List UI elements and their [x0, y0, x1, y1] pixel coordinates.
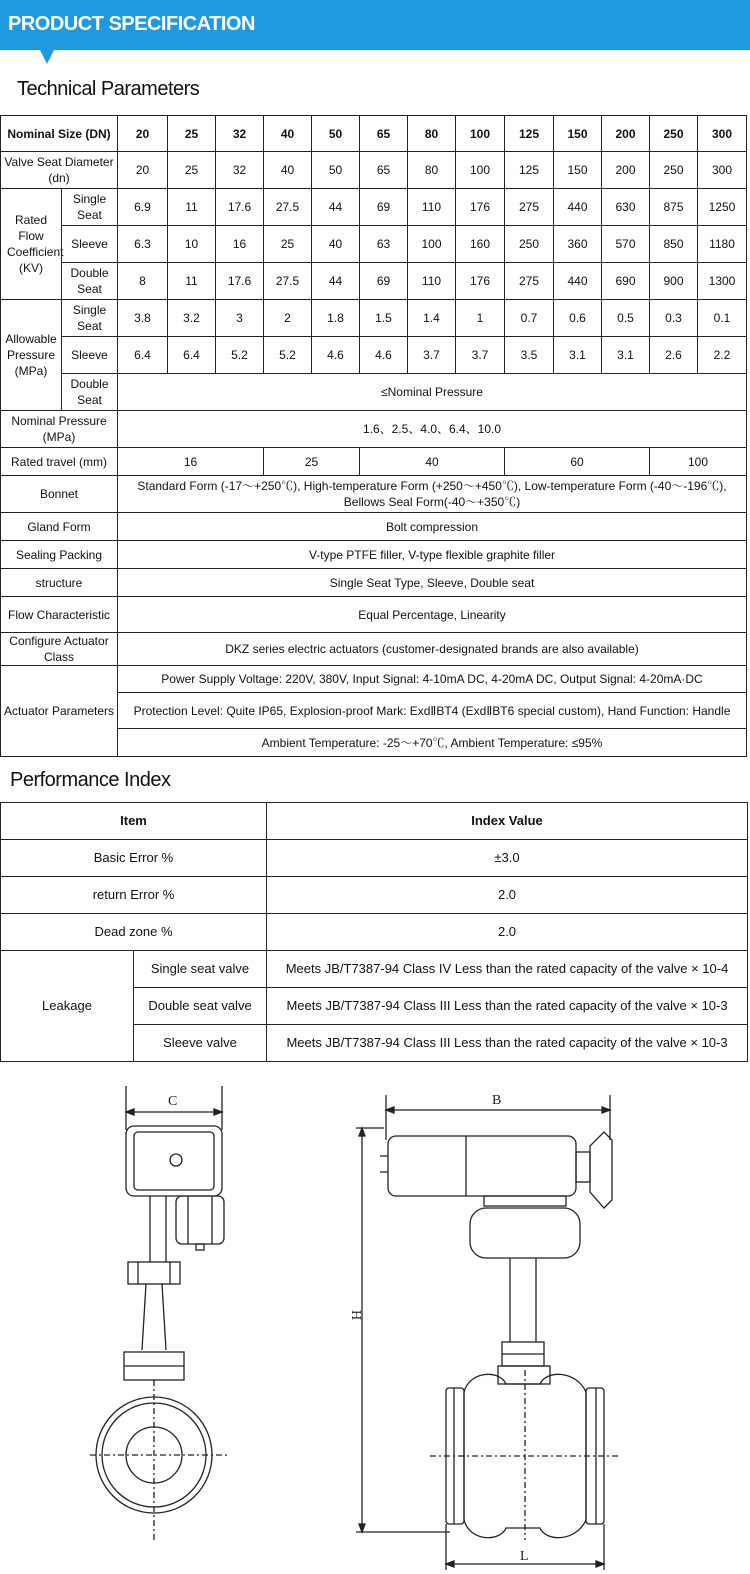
perf-item: Basic Error %	[1, 840, 267, 877]
actuator-params-label: Actuator Parameters	[1, 666, 118, 757]
size-cell: 20	[118, 116, 168, 152]
dimension-b-label: B	[492, 1093, 502, 1108]
size-cell: 32	[216, 116, 264, 152]
bonnet-label: Bonnet	[1, 476, 118, 513]
flow-cell: 10	[168, 226, 216, 263]
dimension-l-label: L	[520, 1549, 529, 1564]
allow-cell: 2	[264, 300, 312, 337]
structure-value: Single Seat Type, Sleeve, Double seat	[118, 569, 747, 597]
flow-cell: 44	[312, 189, 360, 226]
flow-cell: 16	[216, 226, 264, 263]
flow-single-row	[1, 189, 747, 226]
perf-header-row	[1, 803, 748, 840]
bonnet-value: Standard Form (-17～+250℃), High-temperature Form (+250～+450℃), Low-temperature Form (-40～-196℃), Bellows Seal Form(-40～+350℃)	[118, 476, 747, 513]
flow-cell: 176	[456, 263, 505, 300]
flow-type-label: Double Seat	[62, 263, 118, 300]
flow-cell: 69	[360, 189, 408, 226]
size-cell: 80	[408, 116, 456, 152]
size-cell: 40	[264, 116, 312, 152]
seat-diameter-cell: 200	[602, 152, 650, 189]
allow-cell: 0.5	[602, 300, 650, 337]
allow-cell: 1.5	[360, 300, 408, 337]
allow-cell: 3	[216, 300, 264, 337]
valve-dimension-drawings	[0, 1080, 750, 1574]
flow-characteristic-label: Flow Characteristic	[1, 597, 118, 633]
nominal-size-label: Nominal Size (DN)	[1, 116, 118, 152]
dimension-h-label: H	[348, 1310, 363, 1321]
nominal-pressure-label: Nominal Pressure (MPa)	[1, 411, 118, 448]
allow-cell: 4.6	[312, 337, 360, 374]
flow-type-label: Sleeve	[62, 226, 118, 263]
allow-type-label: Sleeve	[62, 337, 118, 374]
seat-diameter-cell: 300	[698, 152, 747, 189]
rated-travel-cell: 16	[118, 448, 264, 476]
perf-value: ±3.0	[267, 840, 748, 877]
bonnet-row	[1, 476, 747, 513]
allow-cell: 2.6	[650, 337, 698, 374]
allow-double-value: ≤Nominal Pressure	[118, 374, 747, 411]
allowable-pressure-label: Allowable Pressure (MPa)	[1, 300, 62, 411]
seat-diameter-cell: 150	[554, 152, 602, 189]
flow-cell: 27.5	[264, 189, 312, 226]
flow-cell: 27.5	[264, 263, 312, 300]
flow-cell: 630	[602, 189, 650, 226]
allow-cell: 3.1	[554, 337, 602, 374]
flow-cell: 110	[408, 189, 456, 226]
size-cell: 125	[505, 116, 554, 152]
nominal-pressure-row	[1, 411, 747, 448]
side-view-drawing	[90, 1086, 230, 1540]
flow-cell: 17.6	[216, 263, 264, 300]
size-cell: 65	[360, 116, 408, 152]
allow-cell: 3.2	[168, 300, 216, 337]
sealing-label: Sealing Packing	[1, 541, 118, 569]
flow-cell: 160	[456, 226, 505, 263]
banner-title: PRODUCT SPECIFICATION	[8, 13, 255, 35]
allow-cell: 4.6	[360, 337, 408, 374]
header-index-value: Index Value	[267, 803, 748, 840]
size-cell: 50	[312, 116, 360, 152]
flow-cell: 17.6	[216, 189, 264, 226]
flow-cell: 8	[118, 263, 168, 300]
rated-travel-label: Rated travel (mm)	[1, 448, 118, 476]
structure-label: structure	[1, 569, 118, 597]
gland-label: Gland Form	[1, 513, 118, 541]
allow-cell: 6.4	[168, 337, 216, 374]
flow-cell: 440	[554, 189, 602, 226]
gland-value: Bolt compression	[118, 513, 747, 541]
rated-flow-label: Rated Flow Coefficient (KV)	[1, 189, 62, 300]
leakage-label: Leakage	[1, 951, 134, 1062]
spec-banner	[0, 0, 750, 50]
flow-cell: 100	[408, 226, 456, 263]
size-cell: 25	[168, 116, 216, 152]
perf-value: 2.0	[267, 914, 748, 951]
allow-cell: 6.4	[118, 337, 168, 374]
flow-cell: 900	[650, 263, 698, 300]
leakage-value: Meets JB/T7387-94 Class III Less than the rated capacity of the valve × 10-3	[267, 1025, 748, 1062]
flow-cell: 690	[602, 263, 650, 300]
leakage-type: Double seat valve	[134, 988, 267, 1025]
allow-type-label: Double Seat	[62, 374, 118, 411]
allow-cell: 1	[456, 300, 505, 337]
allow-sleeve-row	[1, 337, 747, 374]
actuator-class-row	[1, 633, 747, 666]
flow-cell: 570	[602, 226, 650, 263]
flow-characteristic-row	[1, 597, 747, 633]
technical-parameters-title: Technical Parameters	[17, 78, 200, 100]
seat-diameter-cell: 100	[456, 152, 505, 189]
seat-diameter-cell: 25	[168, 152, 216, 189]
size-cell: 100	[456, 116, 505, 152]
flow-cell: 25	[264, 226, 312, 263]
nominal-size-row	[1, 116, 747, 152]
perf-item: Dead zone %	[1, 914, 267, 951]
allow-double-row	[1, 374, 747, 411]
seat-diameter-cell: 32	[216, 152, 264, 189]
performance-index-title: Performance Index	[10, 769, 171, 791]
actuator-class-label: Configure Actuator Class	[1, 633, 118, 666]
nominal-pressure-value: 1.6、2.5、4.0、6.4、10.0	[118, 411, 747, 448]
allow-cell: 1.8	[312, 300, 360, 337]
actuator-param-line: Ambient Temperature: -25～+70℃, Ambient Temperature: ≤95%	[118, 729, 747, 757]
flow-cell: 40	[312, 226, 360, 263]
actuator-param-line: Power Supply Voltage: 220V, 380V, Input Signal: 4-10mA DC, 4-20mA DC, Output Signal: 4-20mA·DC	[118, 666, 747, 693]
flow-cell: 69	[360, 263, 408, 300]
banner-pointer	[40, 50, 54, 64]
flow-cell: 44	[312, 263, 360, 300]
flow-cell: 875	[650, 189, 698, 226]
flow-cell: 850	[650, 226, 698, 263]
flow-cell: 6.3	[118, 226, 168, 263]
seat-diameter-cell: 125	[505, 152, 554, 189]
perf-value: 2.0	[267, 877, 748, 914]
flow-type-label: Single Seat	[62, 189, 118, 226]
leakage-type: Sleeve valve	[134, 1025, 267, 1062]
seat-diameter-cell: 250	[650, 152, 698, 189]
structure-row	[1, 569, 747, 597]
perf-row	[1, 840, 748, 877]
flow-cell: 110	[408, 263, 456, 300]
flow-cell: 1180	[698, 226, 747, 263]
perf-row	[1, 914, 748, 951]
allow-cell: 3.5	[505, 337, 554, 374]
actuator-param-line: Protection Level: Quite IP65, Explosion-proof Mark: ExdⅡBT4 (ExdⅡBT6 special custom), Hand Function: Handle	[118, 693, 747, 729]
flow-cell: 250	[505, 226, 554, 263]
perf-item: return Error %	[1, 877, 267, 914]
seat-diameter-cell: 80	[408, 152, 456, 189]
allow-cell: 5.2	[264, 337, 312, 374]
seat-diameter-row	[1, 152, 747, 189]
rated-travel-cell: 25	[264, 448, 360, 476]
flow-sleeve-row	[1, 226, 747, 263]
flow-cell: 275	[505, 263, 554, 300]
allow-single-row	[1, 300, 747, 337]
flow-characteristic-value: Equal Percentage, Linearity	[118, 597, 747, 633]
size-cell: 200	[602, 116, 650, 152]
actuator-class-value: DKZ series electric actuators (customer-designated brands are also available)	[118, 633, 747, 666]
flow-cell: 63	[360, 226, 408, 263]
allow-cell: 1.4	[408, 300, 456, 337]
flow-cell: 275	[505, 189, 554, 226]
allow-cell: 3.1	[602, 337, 650, 374]
seat-diameter-cell: 65	[360, 152, 408, 189]
seat-diameter-cell: 40	[264, 152, 312, 189]
seat-diameter-cell: 20	[118, 152, 168, 189]
allow-cell: 3.7	[408, 337, 456, 374]
flow-cell: 1250	[698, 189, 747, 226]
sealing-value: V-type PTFE filler, V-type flexible graphite filler	[118, 541, 747, 569]
leakage-value: Meets JB/T7387-94 Class III Less than the rated capacity of the valve × 10-3	[267, 988, 748, 1025]
flow-cell: 176	[456, 189, 505, 226]
size-cell: 300	[698, 116, 747, 152]
gland-row	[1, 513, 747, 541]
leakage-value: Meets JB/T7387-94 Class IV Less than the rated capacity of the valve × 10-4	[267, 951, 748, 988]
flow-cell: 360	[554, 226, 602, 263]
size-cell: 250	[650, 116, 698, 152]
dimension-c-label: C	[168, 1094, 178, 1109]
header-item: Item	[1, 803, 267, 840]
flow-cell: 440	[554, 263, 602, 300]
allow-cell: 3.8	[118, 300, 168, 337]
flow-cell: 11	[168, 189, 216, 226]
flow-double-row	[1, 263, 747, 300]
leakage-row	[1, 951, 748, 988]
technical-parameters-table	[0, 115, 747, 757]
allow-cell: 0.1	[698, 300, 747, 337]
leakage-type: Single seat valve	[134, 951, 267, 988]
rated-travel-cell: 100	[650, 448, 747, 476]
allow-cell: 3.7	[456, 337, 505, 374]
actuator-params-row-1	[1, 666, 747, 693]
allow-type-label: Single Seat	[62, 300, 118, 337]
flow-cell: 11	[168, 263, 216, 300]
allow-cell: 0.7	[505, 300, 554, 337]
front-view-drawing	[356, 1095, 620, 1570]
size-cell: 150	[554, 116, 602, 152]
perf-row	[1, 877, 748, 914]
flow-cell: 6.9	[118, 189, 168, 226]
allow-cell: 0.6	[554, 300, 602, 337]
rated-travel-cell: 60	[505, 448, 650, 476]
allow-cell: 2.2	[698, 337, 747, 374]
seat-diameter-label: Valve Seat Diameter (dn)	[1, 152, 118, 189]
allow-cell: 0.3	[650, 300, 698, 337]
allow-cell: 5.2	[216, 337, 264, 374]
rated-travel-row	[1, 448, 747, 476]
sealing-row	[1, 541, 747, 569]
performance-index-table	[0, 802, 748, 1062]
flow-cell: 1300	[698, 263, 747, 300]
seat-diameter-cell: 50	[312, 152, 360, 189]
rated-travel-cell: 40	[360, 448, 505, 476]
